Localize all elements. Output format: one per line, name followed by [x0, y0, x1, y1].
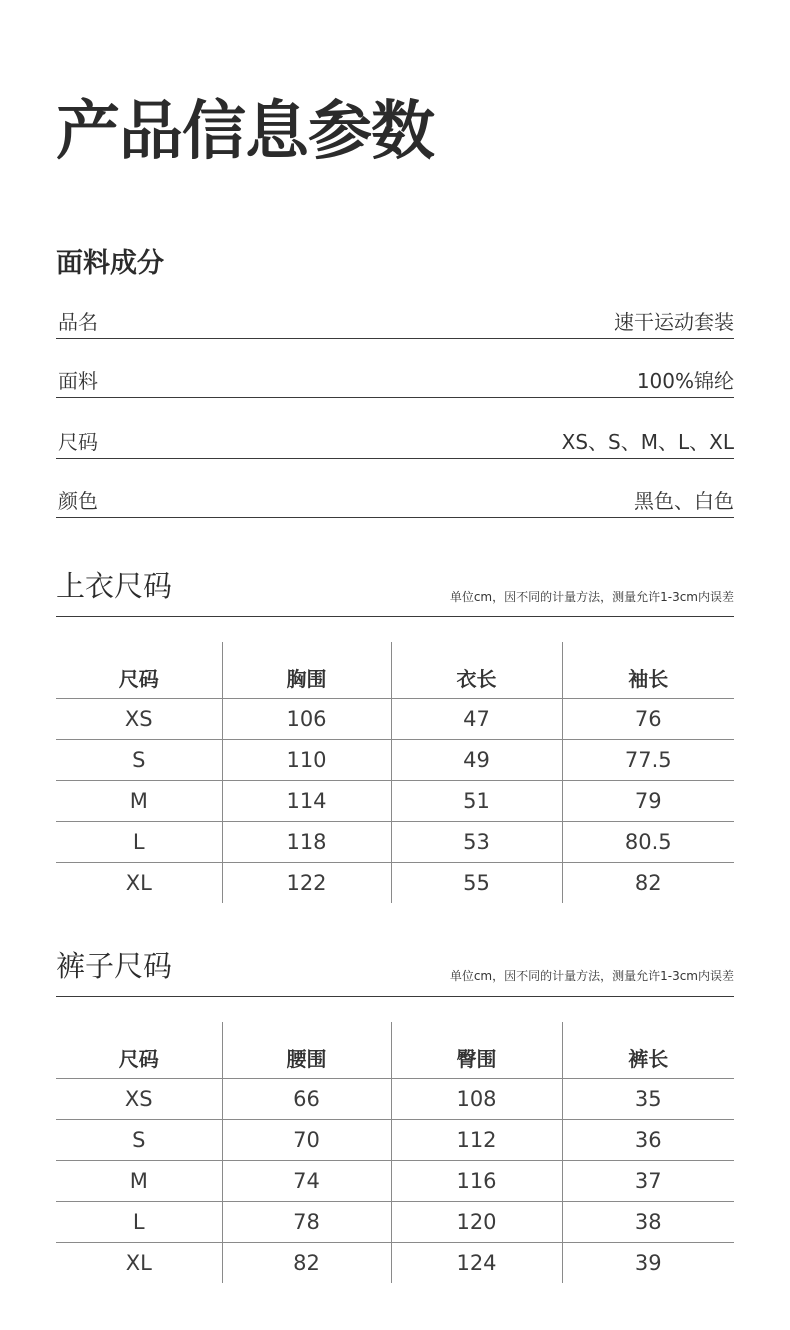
table-cell: 76	[562, 699, 734, 740]
column-header: 裤长	[562, 1022, 734, 1079]
table-cell: XS	[56, 1079, 222, 1120]
table-row	[56, 863, 734, 904]
table-cell: 74	[222, 1161, 391, 1202]
spec-value: 黑色、白色	[634, 489, 734, 513]
table-row	[56, 1202, 734, 1243]
table-row	[56, 1243, 734, 1284]
divider	[56, 616, 734, 617]
column-header: 臀围	[391, 1022, 562, 1079]
table-cell: 35	[562, 1079, 734, 1120]
spec-value: 速干运动套装	[614, 310, 734, 334]
table-cell: 51	[391, 781, 562, 822]
column-header: 袖长	[562, 642, 734, 699]
top-size-table	[56, 642, 734, 903]
top-sizes-heading: 上衣尺码	[56, 569, 173, 603]
table-cell: S	[56, 740, 222, 781]
table-header-row	[56, 642, 734, 699]
table-cell: S	[56, 1120, 222, 1161]
spec-value: XS、S、M、L、XL	[561, 430, 734, 454]
column-header: 胸围	[222, 642, 391, 699]
table-cell: 53	[391, 822, 562, 863]
table-cell: 78	[222, 1202, 391, 1243]
divider	[56, 996, 734, 997]
table-row	[56, 1161, 734, 1202]
spec-value: 100%锦纶	[636, 369, 734, 393]
table-cell: L	[56, 1202, 222, 1243]
table-cell: 120	[391, 1202, 562, 1243]
spec-label: 尺码	[58, 430, 98, 454]
table-row	[56, 1079, 734, 1120]
spec-label: 品名	[58, 310, 98, 334]
table-cell: 77.5	[562, 740, 734, 781]
table-row	[56, 699, 734, 740]
table-cell: 122	[222, 863, 391, 904]
table-cell: XS	[56, 699, 222, 740]
table-cell: 79	[562, 781, 734, 822]
table-cell: XL	[125, 1251, 152, 1275]
top-sizes-note: 单位cm，因不同的计量方法，测量允许1-3cm内误差	[449, 590, 734, 604]
table-cell: 39	[562, 1243, 734, 1284]
table-cell: 112	[391, 1120, 562, 1161]
column-header: 尺码	[56, 642, 222, 699]
table-header-row	[56, 1022, 734, 1079]
table-row	[56, 740, 734, 781]
table-row	[56, 1120, 734, 1161]
table-cell: 66	[222, 1079, 391, 1120]
table-cell: 118	[222, 822, 391, 863]
table-cell: 108	[391, 1079, 562, 1120]
column-header: 尺码	[56, 1022, 222, 1079]
table-cell: 114	[222, 781, 391, 822]
table-row	[56, 781, 734, 822]
column-header: 衣长	[391, 642, 562, 699]
table-cell: 70	[222, 1120, 391, 1161]
table-cell: 47	[391, 699, 562, 740]
table-cell: 110	[222, 740, 391, 781]
fabric-heading: 面料成分	[56, 248, 164, 279]
table-cell: 38	[562, 1202, 734, 1243]
page-title: 产品信息参数	[56, 95, 434, 169]
table-cell: 116	[391, 1161, 562, 1202]
spec-row-color	[56, 479, 734, 518]
table-cell: M	[56, 1161, 222, 1202]
table-cell: 124	[391, 1243, 562, 1284]
table-cell: 82	[562, 863, 734, 904]
spec-row-size	[56, 420, 734, 459]
pants-sizes-note: 单位cm，因不同的计量方法，测量允许1-3cm内误差	[449, 969, 734, 983]
table-cell: 37	[562, 1161, 734, 1202]
table-cell: 49	[391, 740, 562, 781]
table-row	[56, 822, 734, 863]
spec-row-name	[56, 300, 734, 339]
table-cell: 106	[222, 699, 391, 740]
table-cell: 55	[391, 863, 562, 904]
spec-label: 颜色	[58, 489, 98, 513]
pants-size-table	[56, 1022, 734, 1283]
table-cell: 82	[222, 1243, 391, 1284]
spec-label: 面料	[58, 369, 98, 393]
spec-row-fabric	[56, 359, 734, 398]
table-cell: L	[56, 822, 222, 863]
pants-sizes-heading: 裤子尺码	[56, 949, 173, 983]
column-header: 腰围	[222, 1022, 391, 1079]
table-cell: XL	[125, 871, 152, 895]
table-cell: 36	[562, 1120, 734, 1161]
table-cell: M	[56, 781, 222, 822]
table-cell: 80.5	[562, 822, 734, 863]
